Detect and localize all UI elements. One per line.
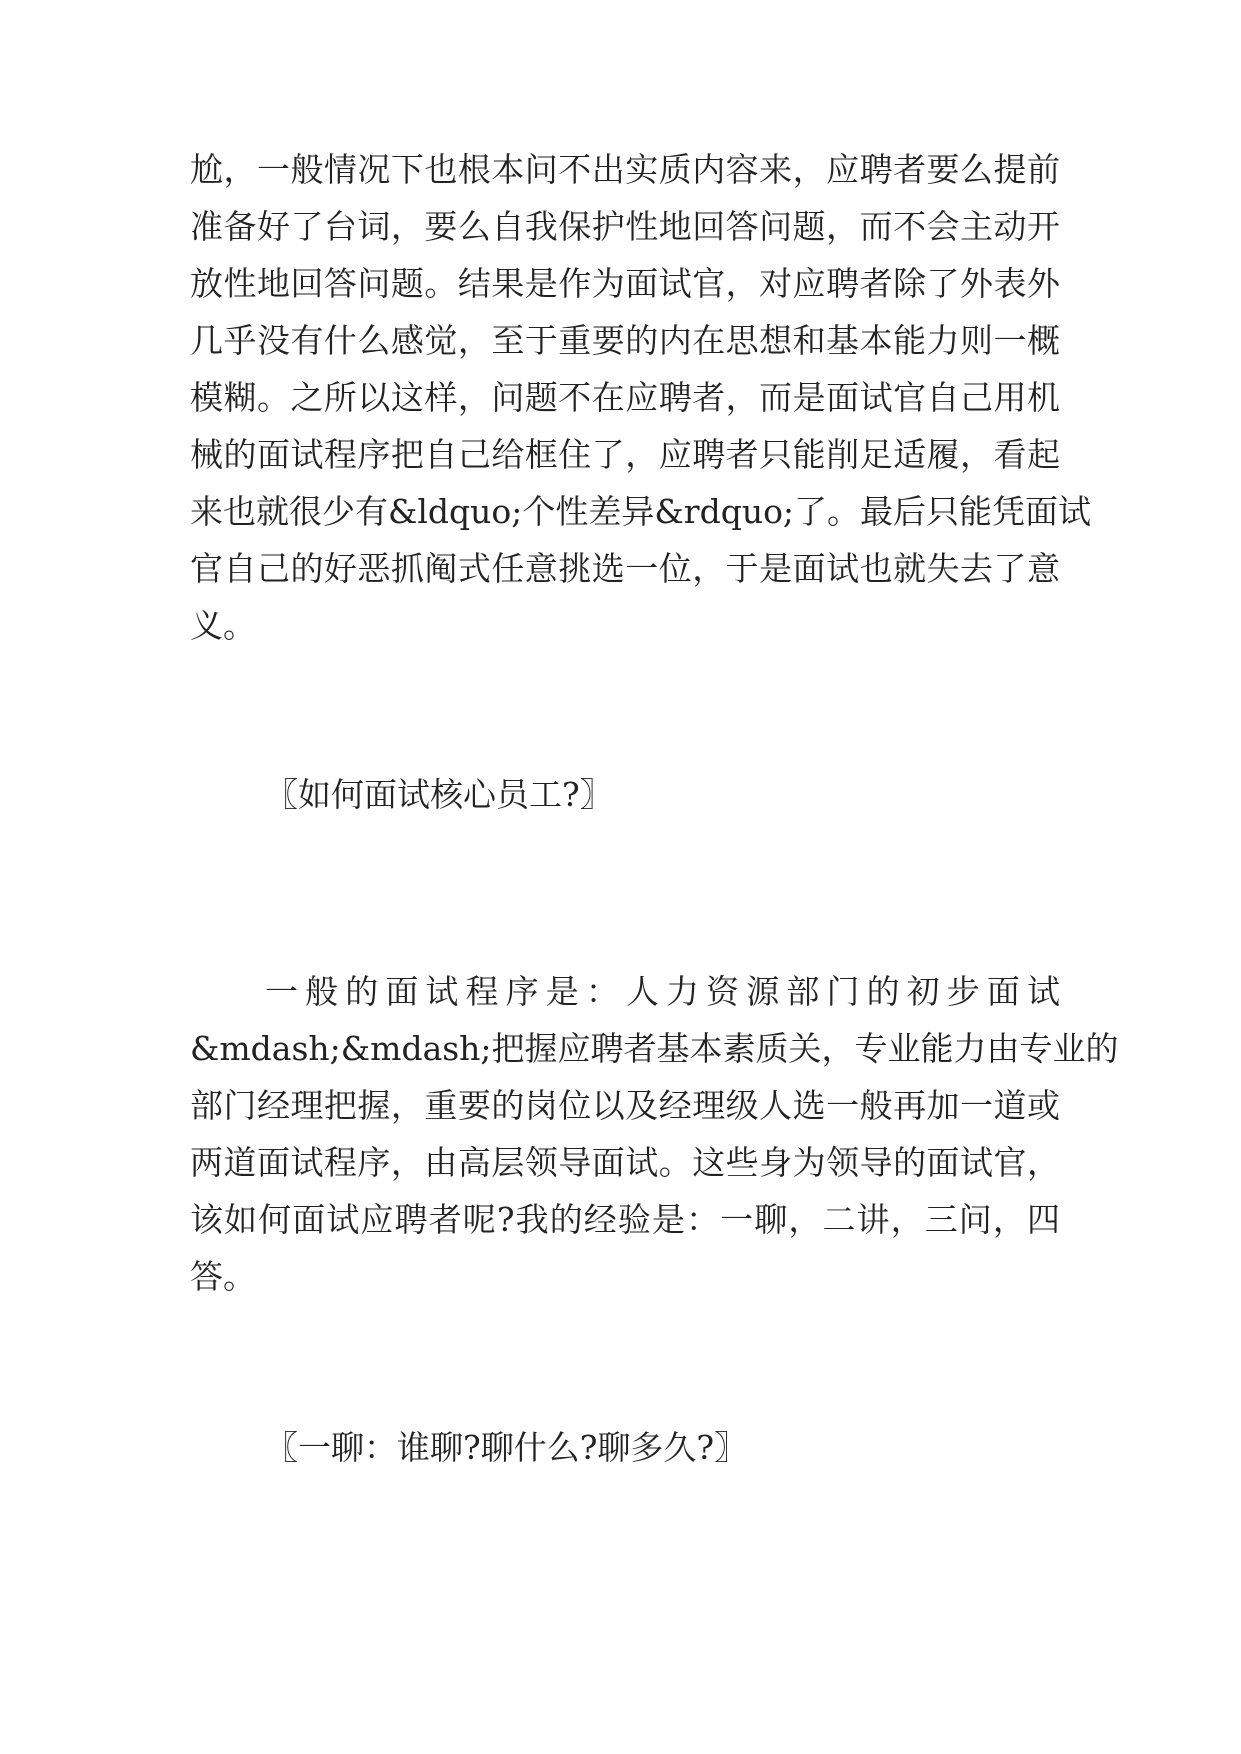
paragraph-line: 官自己的好恶抓阄式任意挑选一位，于是面试也就失去了意 bbox=[190, 549, 1060, 588]
paragraph-line: 几乎没有什么感觉，至于重要的内在思想和基本能力则一概 bbox=[190, 321, 1060, 360]
paragraph-line: 准备好了台词，要么自我保护性地回答问题，而不会主动开 bbox=[190, 207, 1060, 246]
paragraph-line: 一般的面试程序是：人力资源部门的初步面试 bbox=[265, 972, 1060, 1011]
paragraph-line: 模糊。之所以这样，问题不在应聘者，而是面试官自己用机 bbox=[190, 378, 1060, 417]
paragraph-line: 义。 bbox=[190, 606, 256, 645]
paragraph-line: 该如何面试应聘者呢?我的经验是：一聊，二讲，三问，四 bbox=[190, 1200, 1060, 1239]
section-heading: 〖一聊：谁聊?聊什么?聊多久?〗 bbox=[265, 1428, 748, 1467]
paragraph-line: 放性地回答问题。结果是作为面试官，对应聘者除了外表外 bbox=[190, 264, 1060, 303]
paragraph-line: 来也就很少有&ldquo;个性差异&rdquo;了。最后只能凭面试 bbox=[190, 492, 1092, 531]
paragraph-line: 答。 bbox=[190, 1257, 256, 1296]
paragraph-line: 两道面试程序，由高层领导面试。这些身为领导的面试官， bbox=[190, 1143, 1060, 1182]
paragraph-line: 尬，一般情况下也根本问不出实质内容来，应聘者要么提前 bbox=[190, 150, 1060, 189]
paragraph-line: 械的面试程序把自己给框住了，应聘者只能削足适履，看起 bbox=[190, 435, 1060, 474]
paragraph-line: &mdash;&mdash;把握应聘者基本素质关，专业能力由专业的 bbox=[190, 1029, 1119, 1068]
section-heading: 〖如何面试核心员工?〗 bbox=[265, 775, 613, 814]
paragraph-line: 部门经理把握，重要的岗位以及经理级人选一般再加一道或 bbox=[190, 1086, 1060, 1125]
